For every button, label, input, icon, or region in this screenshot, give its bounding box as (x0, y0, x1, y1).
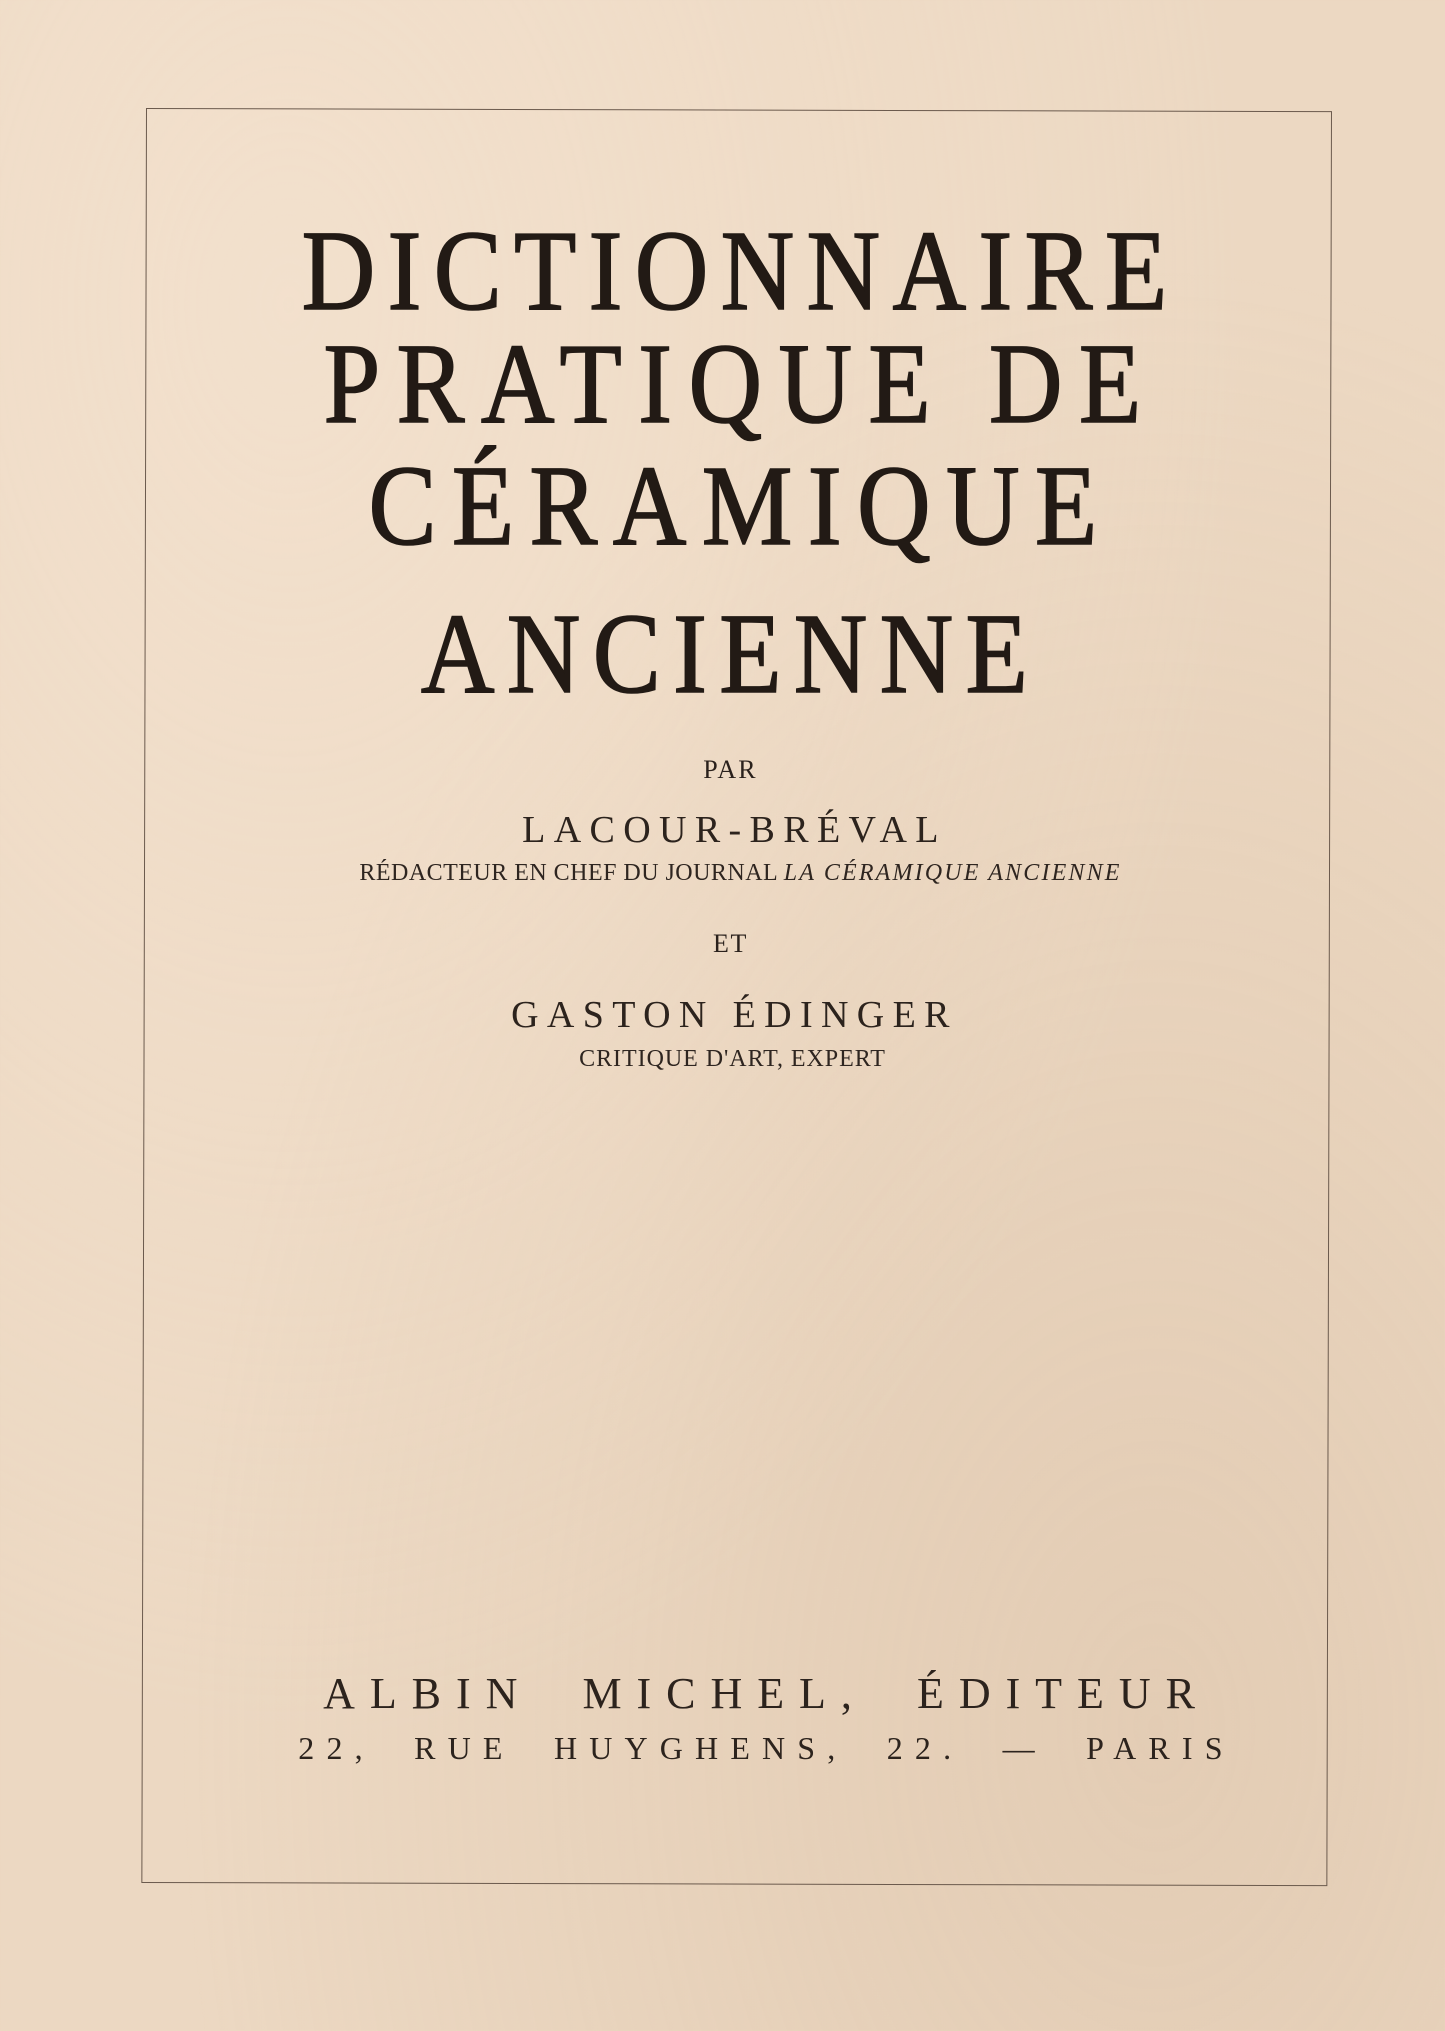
author-1-name: LACOUR-BRÉVAL (522, 809, 947, 851)
by-label: PAR (703, 755, 758, 784)
author-1-journal: LA CÉRAMIQUE ANCIENNE (783, 860, 1122, 886)
title-line-1: DICTIONNAIRE (301, 208, 1180, 335)
author-2-name: GASTON ÉDINGER (511, 994, 958, 1036)
and-label: ET (713, 929, 748, 958)
title-line-3: CÉRAMIQUE (368, 443, 1113, 570)
publisher-address: 22, RUE HUYGHENS, 22. — PARIS (298, 1730, 1235, 1766)
title-line-4: ANCIENNE (420, 591, 1041, 718)
author-2-role: CRITIQUE D'ART, EXPERT (579, 1046, 886, 1072)
publisher-name: ALBIN MICHEL, ÉDITEUR (323, 1669, 1210, 1718)
author-1-role-line (18, 860, 1445, 887)
author-1-role: RÉDACTEUR EN CHEF DU JOURNAL (359, 860, 778, 886)
title-line-2: PRATIQUE DE (323, 321, 1158, 448)
